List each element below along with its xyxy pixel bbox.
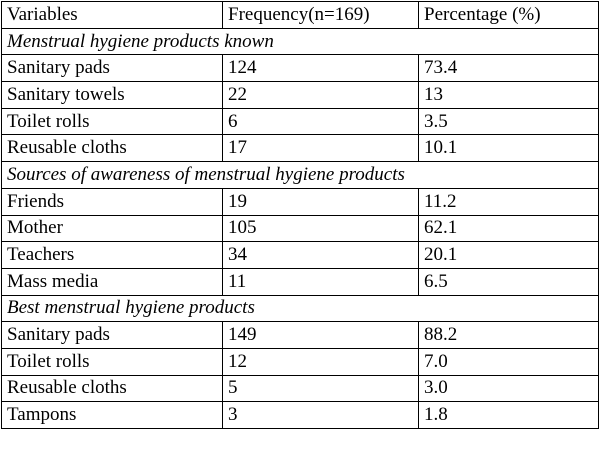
header-variables: Variables [2, 2, 223, 29]
frequency-cell: 17 [223, 135, 419, 162]
percentage-cell: 62.1 [419, 215, 599, 242]
table-row [2, 188, 599, 215]
frequency-cell: 3 [223, 402, 419, 429]
percentage-cell: 73.4 [419, 55, 599, 82]
header-row [2, 2, 599, 29]
percentage-cell: 3.0 [419, 375, 599, 402]
frequency-cell: 19 [223, 188, 419, 215]
section-title: Best menstrual hygiene products [2, 295, 599, 322]
table-row [2, 402, 599, 429]
table-row [2, 348, 599, 375]
percentage-cell: 6.5 [419, 268, 599, 295]
frequency-cell: 124 [223, 55, 419, 82]
frequency-cell: 22 [223, 82, 419, 109]
variable-cell: Mother [2, 215, 223, 242]
variable-cell: Mass media [2, 268, 223, 295]
table-row [2, 375, 599, 402]
table-row [2, 268, 599, 295]
table-row [2, 55, 599, 82]
variable-cell: Toilet rolls [2, 108, 223, 135]
variable-cell: Reusable cloths [2, 375, 223, 402]
frequency-cell: 105 [223, 215, 419, 242]
section-row [2, 162, 599, 189]
section-title: Sources of awareness of menstrual hygiene products [2, 162, 599, 189]
table-row [2, 82, 599, 109]
frequency-cell: 149 [223, 322, 419, 349]
table-row [2, 108, 599, 135]
frequency-cell: 12 [223, 348, 419, 375]
data-table [1, 1, 599, 429]
percentage-cell: 3.5 [419, 108, 599, 135]
variable-cell: Tampons [2, 402, 223, 429]
frequency-cell: 34 [223, 242, 419, 269]
header-percentage: Percentage (%) [419, 2, 599, 29]
percentage-cell: 7.0 [419, 348, 599, 375]
variable-cell: Teachers [2, 242, 223, 269]
header-frequency: Frequency(n=169) [223, 2, 419, 29]
table-row [2, 242, 599, 269]
percentage-cell: 1.8 [419, 402, 599, 429]
variable-cell: Toilet rolls [2, 348, 223, 375]
section-title: Menstrual hygiene products known [2, 28, 599, 55]
variable-cell: Sanitary pads [2, 322, 223, 349]
percentage-cell: 88.2 [419, 322, 599, 349]
percentage-cell: 11.2 [419, 188, 599, 215]
percentage-cell: 10.1 [419, 135, 599, 162]
table-row [2, 135, 599, 162]
frequency-cell: 11 [223, 268, 419, 295]
section-row [2, 28, 599, 55]
variable-cell: Reusable cloths [2, 135, 223, 162]
table-row [2, 322, 599, 349]
percentage-cell: 20.1 [419, 242, 599, 269]
table-row [2, 215, 599, 242]
variable-cell: Friends [2, 188, 223, 215]
percentage-cell: 13 [419, 82, 599, 109]
variable-cell: Sanitary towels [2, 82, 223, 109]
frequency-cell: 6 [223, 108, 419, 135]
section-row [2, 295, 599, 322]
frequency-cell: 5 [223, 375, 419, 402]
variable-cell: Sanitary pads [2, 55, 223, 82]
